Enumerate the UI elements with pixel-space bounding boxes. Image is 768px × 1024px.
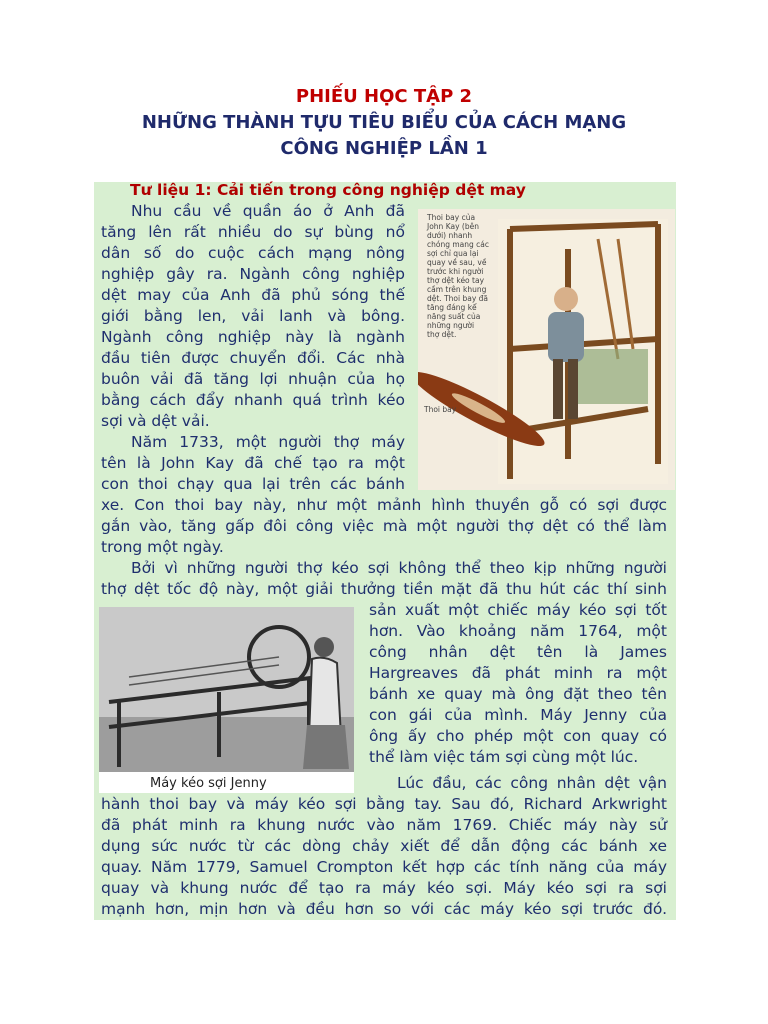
loom-caption [427,213,489,339]
loom-caption-line: thợ dệt kéo tay [427,276,485,285]
loom-caption-line: chóng mang các [427,240,490,249]
paragraph-2 [101,495,667,600]
paragraph-3 [369,600,667,768]
text-line: Nhu cầu về quần áo ở Anh đã [131,202,405,220]
loom-caption-line: Thoi bay của [427,213,476,222]
text-line: con thoi chạy qua lại trên các bánh [101,475,405,493]
text-line: bằng cách đẩy nhanh quá trình kéo [101,391,405,409]
text-line: dụng sức nước từ các dòng chảy xiết để dẫn động các bánh xe [101,837,667,855]
loom-caption-line: trước khi người [427,267,484,276]
title-line1: PHIẾU HỌC TẬP 2 [295,86,473,107]
loom-caption-line: John Kay (bên [427,222,479,231]
loom-caption-line: dệt. Thoi bay đã [427,294,489,303]
title-line2: NHỮNG THÀNH TỰU TIÊU BIỂU CỦA CÁCH MẠNG [141,112,627,133]
page-title [0,84,768,162]
paragraph-1 [101,201,405,495]
text-line: con gái của mình. Máy Jenny của [369,706,667,724]
text-line: bánh xe quay mà ông đặt theo tên [369,685,667,703]
loom-illustration [418,209,675,490]
loom-caption-line: tăng đáng kể [427,303,477,312]
text-line: Hargreaves đã phát minh ra một [369,664,667,682]
section-heading: Tư liệu 1: Cải tiến trong công nghiệp dệt may [130,181,526,199]
loom-caption-line: sợi chỉ qua lại [427,249,479,258]
loom-caption-line: dưới) nhanh [427,231,473,240]
text-line: dệt may của Anh đã phủ sóng thế [101,286,405,304]
loom-caption-line: thợ dệt. [427,330,457,339]
loom-caption-line: năng suất của [427,312,481,321]
text-line: thợ dệt tốc độ này, một giải thưởng tiền mặt đã thu hút các thí sinh [101,580,667,598]
shuttle-label: Thoi bay [424,405,457,414]
loom-caption-line: những người [427,321,475,330]
text-line: quay. Năm 1779, Samuel Crompton kết hợp các tính năng của máy [101,858,667,876]
spinning-jenny-drawing [99,607,354,772]
text-line: tăng lên rất nhiều do sự bùng nổ [101,223,405,241]
title-line3: CÔNG NGHIỆP LẦN 1 [280,138,488,159]
text-line: quay và khung nước để tạo ra máy kéo sợi. Máy kéo sợi ra sợi [101,879,667,897]
loom-caption-line: cầm trên khung [427,285,487,294]
text-line: tên là John Kay đã chế tạo ra một [101,454,405,472]
text-line: đầu tiên được chuyển đổi. Các nhà [101,349,405,367]
text-line: Năm 1733, một người thợ máy [131,433,405,451]
text-line: thể làm việc tám sợi cùng một lúc. [369,748,639,766]
text-line: mạnh hơn, mịn hơn và đều hơn so với các máy kéo sợi trước đó. [101,900,667,918]
text-line: công nhân dệt tên là James [369,643,667,661]
text-line: hành thoi bay và máy kéo sợi bằng tay. Sau đó, Richard Arkwright [101,795,667,813]
paragraph-4-start [397,773,667,794]
text-line: giới bằng len, vải lanh và bông. [101,307,405,325]
text-line: ông ấy cho phép một con quay có [369,727,667,745]
text-line: trong một ngày. [101,538,224,556]
text-line: gắn vào, tăng gấp đôi công việc mà một người thợ dệt có thể làm [101,517,667,535]
text-line: Ngành công nghiệp này là ngành [101,328,405,346]
text-line: Lúc đầu, các công nhân dệt vận [397,774,667,792]
paragraph-4 [101,794,667,920]
text-line: sợi và dệt vải. [101,412,210,430]
text-line: đã phát minh ra khung nước vào năm 1769. Chiếc máy này sử [101,816,667,834]
text-line: xe. Con thoi bay này, như một mảnh hình thuyền gỗ có sợi được [101,496,667,514]
loom-caption-line: quay về sau, về [427,258,487,267]
text-line: nghiệp gây ra. Ngành công nghiệp [101,265,405,283]
text-line: sản xuất một chiếc máy kéo sợi tốt [369,601,667,619]
text-line: dân số do cuộc cách mạng nông [101,244,405,262]
text-line: Bởi vì những người thợ kéo sợi không thể theo kịp những người [131,559,667,577]
text-line: hơn. Vào khoảng năm 1764, một [369,622,667,640]
spinning-jenny-caption: Máy kéo sợi Jenny [150,776,267,791]
spinning-jenny-image [99,607,354,793]
text-line: buôn vải đã tăng lợi nhuận của họ [101,370,405,388]
